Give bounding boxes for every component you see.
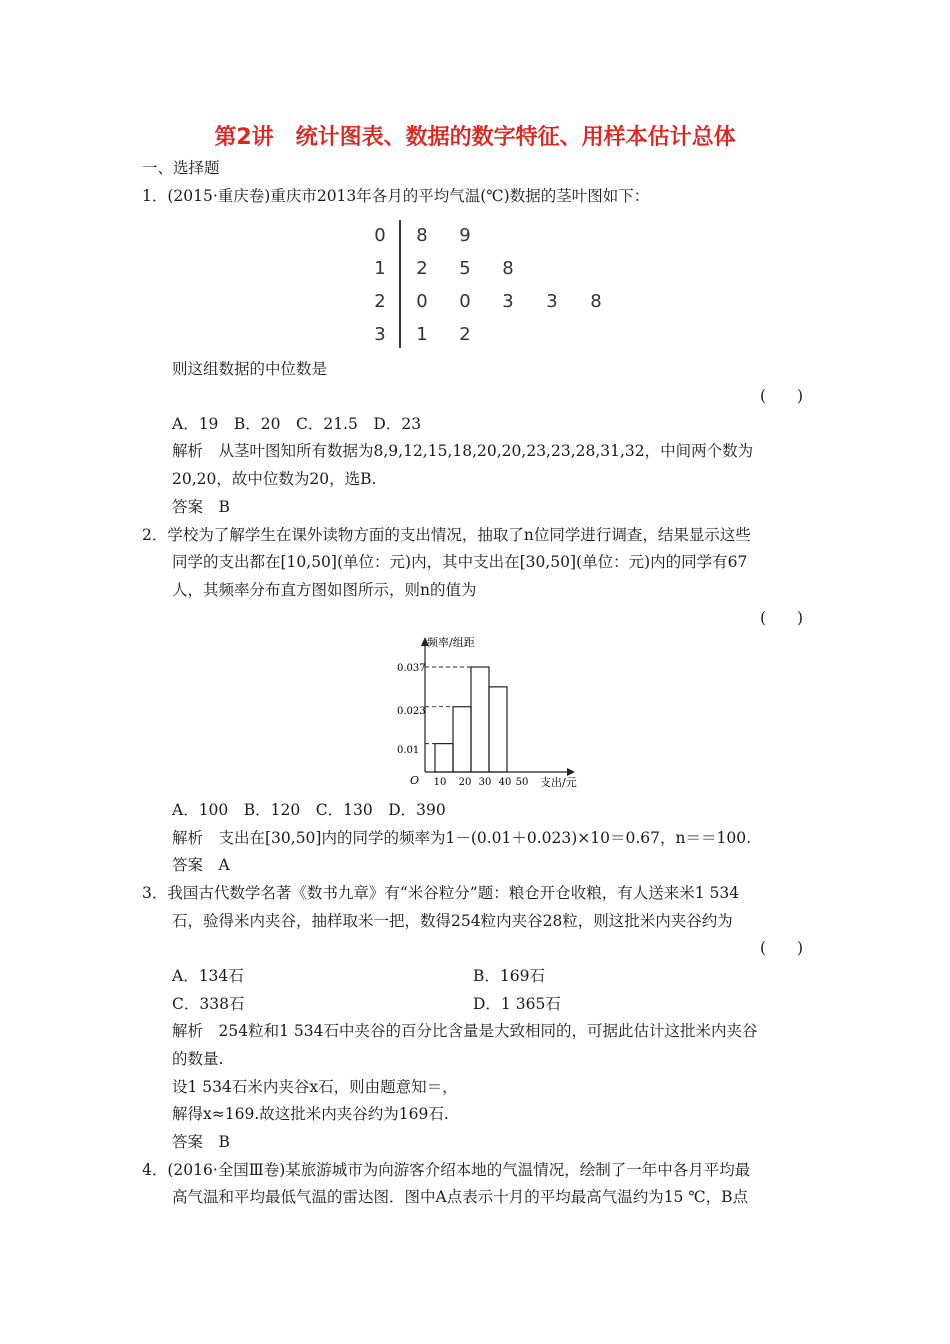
q1-question: 则这组数据的中位数是 <box>172 360 328 378</box>
x-axis-arrow-icon <box>567 768 575 776</box>
q3-answer-paren: ( ) <box>760 939 804 957</box>
q1-options: A．19 B．20 C．21.5 D．23 <box>172 415 422 433</box>
page-title: 第2讲 统计图表、数据的数字特征、用样本估计总体 <box>214 125 736 150</box>
q4-line2: 高气温和平均最低气温的雷达图．图中A点表示十月的平均最高气温约为15 ℃，B点 <box>172 1188 749 1206</box>
leaf: 8 <box>416 225 428 246</box>
leaf: 3 <box>502 291 514 312</box>
origin-label: O <box>410 774 420 787</box>
leaf: 0 <box>416 291 428 312</box>
leaf: 9 <box>459 225 471 246</box>
q3-line2: 石，验得米内夹谷，抽样取米一把，数得254粒内夹谷28粒，则这批米内夹谷约为 <box>172 912 733 930</box>
q1-answer-paren: ( ) <box>760 387 804 405</box>
x-tick-label: 20 <box>458 777 472 788</box>
y-tick-label: 0.037 <box>397 663 426 674</box>
leaf: 3 <box>546 291 558 312</box>
q2-answer: 答案 A <box>172 856 230 874</box>
x-axis-label: 支出/元 <box>540 776 577 789</box>
frequency-histogram <box>395 632 595 792</box>
q3-option-a: A．134石 <box>172 967 244 985</box>
histogram-bar <box>489 687 507 772</box>
histogram-bar <box>453 707 471 772</box>
x-tick-label: 50 <box>515 777 529 788</box>
q1-stem: 1．(2015·重庆卷)重庆市2013年各月的平均气温(℃)数据的茎叶图如下： <box>142 187 650 205</box>
stem-leaf-divider <box>399 220 401 348</box>
q3-analysis-setup: 设1 534石米内夹谷x石，则由题意知＝， <box>172 1078 458 1096</box>
q3-answer: 答案 B <box>172 1133 230 1151</box>
q3-analysis: 解析 254粒和1 534石中夹谷的百分比含量是大致相同的，可据此估计这批米内夹谷 <box>172 1022 758 1040</box>
histogram-bar <box>435 744 453 772</box>
x-tick-label: 30 <box>478 777 492 788</box>
y-tick-label: 0.023 <box>397 706 426 717</box>
y-axis-label: 频率/组距 <box>427 636 475 649</box>
section-heading: 一、选择题 <box>142 159 220 177</box>
x-tick-label: 40 <box>498 777 512 788</box>
leaf: 8 <box>590 291 602 312</box>
stem-0: 0 <box>374 225 386 246</box>
stem-1: 1 <box>374 258 386 279</box>
leaf: 0 <box>459 291 471 312</box>
q2-line1: 2．学校为了解学生在课外读物方面的支出情况，抽取了n位同学进行调查，结果显示这些 <box>142 526 751 544</box>
y-tick-label: 0.01 <box>397 745 420 756</box>
q3-analysis-cont: 的数量. <box>172 1050 224 1068</box>
q2-analysis: 解析 支出在[30,50]内的同学的频率为1－(0.01＋0.023)×10＝0.67，n＝＝100. <box>172 829 752 847</box>
leaf: 8 <box>502 258 514 279</box>
q1-analysis: 解析 从茎叶图知所有数据为8,9,12,15,18,20,20,23,23,28,31,32，中间两个数为 <box>172 442 754 460</box>
q3-option-b: B．169石 <box>473 967 545 985</box>
stem-2: 2 <box>374 291 386 312</box>
q1-answer: 答案 B <box>172 498 230 516</box>
q2-line3: 人，其频率分布直方图如图所示，则n的值为 <box>172 581 477 599</box>
q4-line1: 4．(2016·全国Ⅲ卷)某旅游城市为向游客介绍本地的气温情况，绘制了一年中各月平均最 <box>142 1161 751 1179</box>
q3-analysis-result: 解得x≈169.故这批米内夹谷约为169石. <box>172 1105 449 1123</box>
leaf: 2 <box>459 324 471 345</box>
leaf: 2 <box>416 258 428 279</box>
q1-analysis-cont: 20,20，故中位数为20，选B. <box>172 470 377 488</box>
q3-option-c: C．338石 <box>172 995 245 1013</box>
q3-option-d: D．1 365石 <box>473 995 561 1013</box>
leaf: 5 <box>459 258 471 279</box>
leaf: 1 <box>416 324 428 345</box>
histogram-bar <box>471 667 489 772</box>
stem-3: 3 <box>374 324 386 345</box>
x-tick-label: 10 <box>433 777 447 788</box>
q2-line2: 同学的支出都在[10,50](单位：元)内，其中支出在[30,50](单位：元)内的同学有67 <box>172 553 748 571</box>
q2-answer-paren: ( ) <box>760 609 804 627</box>
q3-line1: 3．我国古代数学名著《数书九章》有“米谷粒分”题：粮仓开仓收粮，有人送来米1 534 <box>142 884 740 902</box>
q2-options: A．100 B．120 C．130 D．390 <box>172 801 446 819</box>
